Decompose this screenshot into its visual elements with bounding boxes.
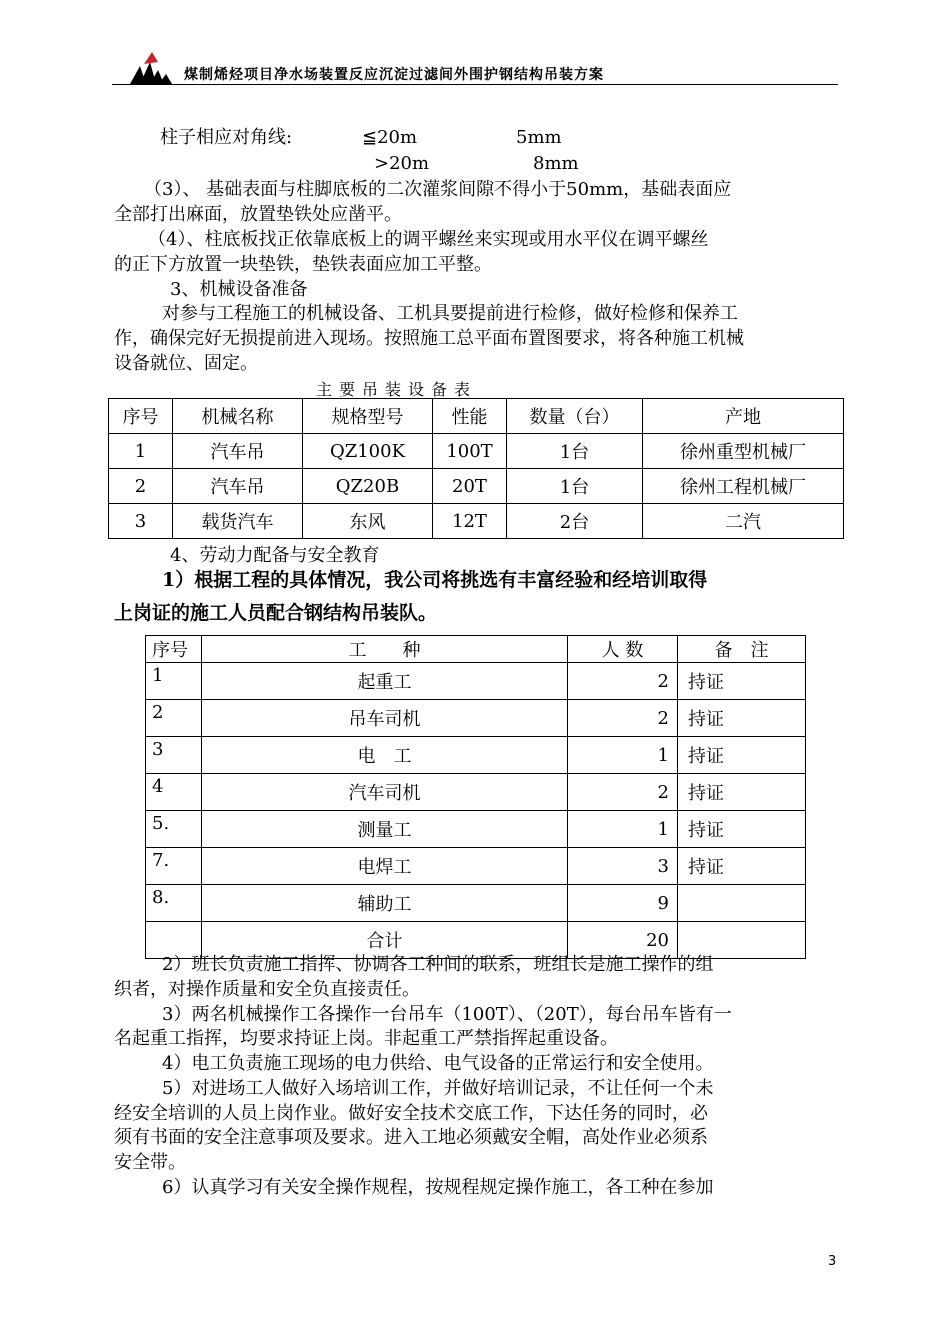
section-3-line-1: 对参与工程施工的机械设备、工机具要提前进行检修，做好检修和保养工 — [162, 303, 738, 324]
table-cell: 20 — [568, 922, 678, 959]
table-cell: 徐州重型机械厂 — [643, 434, 844, 469]
section-4-title: 4、劳动力配备与安全教育 — [170, 545, 380, 566]
table-cell: 12T — [433, 504, 507, 539]
paragraph-5-line-3: 须有书面的安全注意事项及要求。进入工地必须戴安全帽，高处作业必须系 — [114, 1127, 708, 1148]
table-cell: 汽车司机 — [202, 774, 568, 811]
table-cell: 20T — [433, 469, 507, 504]
table-row — [146, 774, 806, 811]
table-cell: 3 — [109, 504, 173, 539]
paragraph-5-line-1: 5）对进场工人做好入场培训工作，并做好培训记录，不让任何一个未 — [162, 1078, 714, 1099]
table-cell: 8. — [146, 885, 202, 922]
diagonal-cond-2: >20m — [374, 153, 430, 174]
table-cell: 2 — [568, 700, 678, 737]
table-cell: QZ20B — [303, 469, 433, 504]
table-cell: 起重工 — [202, 663, 568, 700]
labor-intro-line-1: 1）根据工程的具体情况，我公司将挑选有丰富经验和经培训取得 — [162, 569, 708, 591]
table-cell: 1台 — [507, 434, 643, 469]
table-cell: QZ100K — [303, 434, 433, 469]
equipment-table — [108, 398, 844, 539]
table-cell: 汽车吊 — [173, 434, 303, 469]
diagonal-value-1: 5mm — [516, 127, 562, 148]
header-cell: 序号 — [109, 399, 173, 434]
table-cell: 合计 — [202, 922, 568, 959]
document-header-title: 煤制烯烃项目净水场装置反应沉淀过滤间外围护钢结构吊装方案 — [184, 67, 604, 83]
table-cell: 4 — [146, 774, 202, 811]
header-divider — [112, 84, 838, 85]
header-cell: 序号 — [146, 636, 202, 663]
header-cell: 数量（台） — [507, 399, 643, 434]
table-row — [146, 737, 806, 774]
diagonal-value-2: 8mm — [533, 153, 579, 174]
table-cell: 1 — [568, 811, 678, 848]
table-cell: 东风 — [303, 504, 433, 539]
table-row — [146, 663, 806, 700]
table-cell: 辅助工 — [202, 885, 568, 922]
table-cell: 持证 — [678, 848, 806, 885]
page-number: 3 — [828, 1254, 837, 1269]
company-logo — [128, 52, 176, 84]
table-cell: 1 — [146, 663, 202, 700]
labor-table — [145, 635, 806, 959]
table-cell: 1 — [109, 434, 173, 469]
table-cell: 持证 — [678, 811, 806, 848]
table-cell: 电焊工 — [202, 848, 568, 885]
table-cell: 持证 — [678, 700, 806, 737]
table-header-row — [109, 399, 844, 434]
table-cell: 3 — [568, 848, 678, 885]
header-cell: 工 种 — [202, 636, 568, 663]
paragraph-6-line-1: 6）认真学习有关安全操作规程，按规程规定操作施工，各工种在参加 — [162, 1177, 714, 1198]
table-row — [109, 504, 844, 539]
table-cell: 2 — [109, 469, 173, 504]
section-3-title: 3、机械设备准备 — [170, 279, 308, 300]
paragraph-4-line-2: 的正下方放置一块垫铁，垫铁表面应加工平整。 — [114, 254, 492, 275]
paragraph-3-line-1: （3）、 基础表面与柱脚底板的二次灌浆间隙不得小于50mm，基础表面应 — [144, 179, 732, 200]
header-cell: 人 数 — [568, 636, 678, 663]
table-cell: 2 — [146, 700, 202, 737]
table-cell — [678, 885, 806, 922]
section-3-line-2: 作，确保完好无损提前进入现场。按照施工总平面布置图要求，将各种施工机械 — [114, 328, 744, 349]
table-cell: 2 — [568, 663, 678, 700]
table-cell: 7. — [146, 848, 202, 885]
table-cell: 100T — [433, 434, 507, 469]
equipment-table-caption: 主要吊装设备表 — [316, 380, 478, 399]
table-cell: 持证 — [678, 663, 806, 700]
diagonal-cond-1: ≦20m — [362, 127, 418, 148]
paragraph-5-line-2: 经安全培训的人员上岗作业。做好安全技术交底工作，下达任务的同时，必 — [114, 1103, 708, 1124]
paragraph-4-line-1: （4）、柱底板找正依靠底板上的调平螺丝来实现或用水平仪在调平螺丝 — [148, 229, 709, 250]
header-cell: 产地 — [643, 399, 844, 434]
table-cell: 5. — [146, 811, 202, 848]
header-cell: 备 注 — [678, 636, 806, 663]
table-cell: 二汽 — [643, 504, 844, 539]
paragraph-4b-line-1: 4）电工负责施工现场的电力供给、电气设备的正常运行和安全使用。 — [162, 1053, 714, 1074]
diagonal-label: 柱子相应对角线: — [160, 127, 293, 148]
table-cell: 9 — [568, 885, 678, 922]
table-row — [146, 885, 806, 922]
header-cell: 性能 — [433, 399, 507, 434]
labor-intro-line-2: 上岗证的施工人员配合钢结构吊装队。 — [114, 602, 438, 624]
paragraph-3b-line-1: 3）两名机械操作工各操作一台吊车（100T）、（20T），每台吊车皆有一 — [162, 1004, 732, 1025]
table-header-row — [146, 636, 806, 663]
table-cell: 1 — [568, 737, 678, 774]
table-cell: 1台 — [507, 469, 643, 504]
paragraph-3b-line-2: 名起重工指挥，均要求持证上岗。非起重工严禁指挥起重设备。 — [114, 1028, 618, 1049]
table-row — [146, 848, 806, 885]
table-cell: 持证 — [678, 774, 806, 811]
table-cell: 吊车司机 — [202, 700, 568, 737]
table-cell: 汽车吊 — [173, 469, 303, 504]
section-3-line-3: 设备就位、固定。 — [114, 353, 258, 374]
table-cell: 2 — [568, 774, 678, 811]
table-cell: 测量工 — [202, 811, 568, 848]
paragraph-3-line-2: 全部打出麻面，放置垫铁处应凿平。 — [114, 204, 402, 225]
table-cell: 持证 — [678, 737, 806, 774]
paragraph-2-line-2: 织者，对操作质量和安全负直接责任。 — [114, 979, 420, 1000]
header-cell: 规格型号 — [303, 399, 433, 434]
table-row — [146, 811, 806, 848]
table-cell: 2台 — [507, 504, 643, 539]
paragraph-2-line-1: 2）班长负责施工指挥、协调各工种间的联系，班组长是施工操作的组 — [162, 954, 714, 975]
paragraph-5-line-4: 安全带。 — [114, 1152, 186, 1173]
header-cell: 机械名称 — [173, 399, 303, 434]
table-row — [109, 469, 844, 504]
table-cell: 电 工 — [202, 737, 568, 774]
table-cell: 3 — [146, 737, 202, 774]
table-row — [109, 434, 844, 469]
table-row — [146, 700, 806, 737]
table-cell: 徐州工程机械厂 — [643, 469, 844, 504]
table-cell: 载货汽车 — [173, 504, 303, 539]
